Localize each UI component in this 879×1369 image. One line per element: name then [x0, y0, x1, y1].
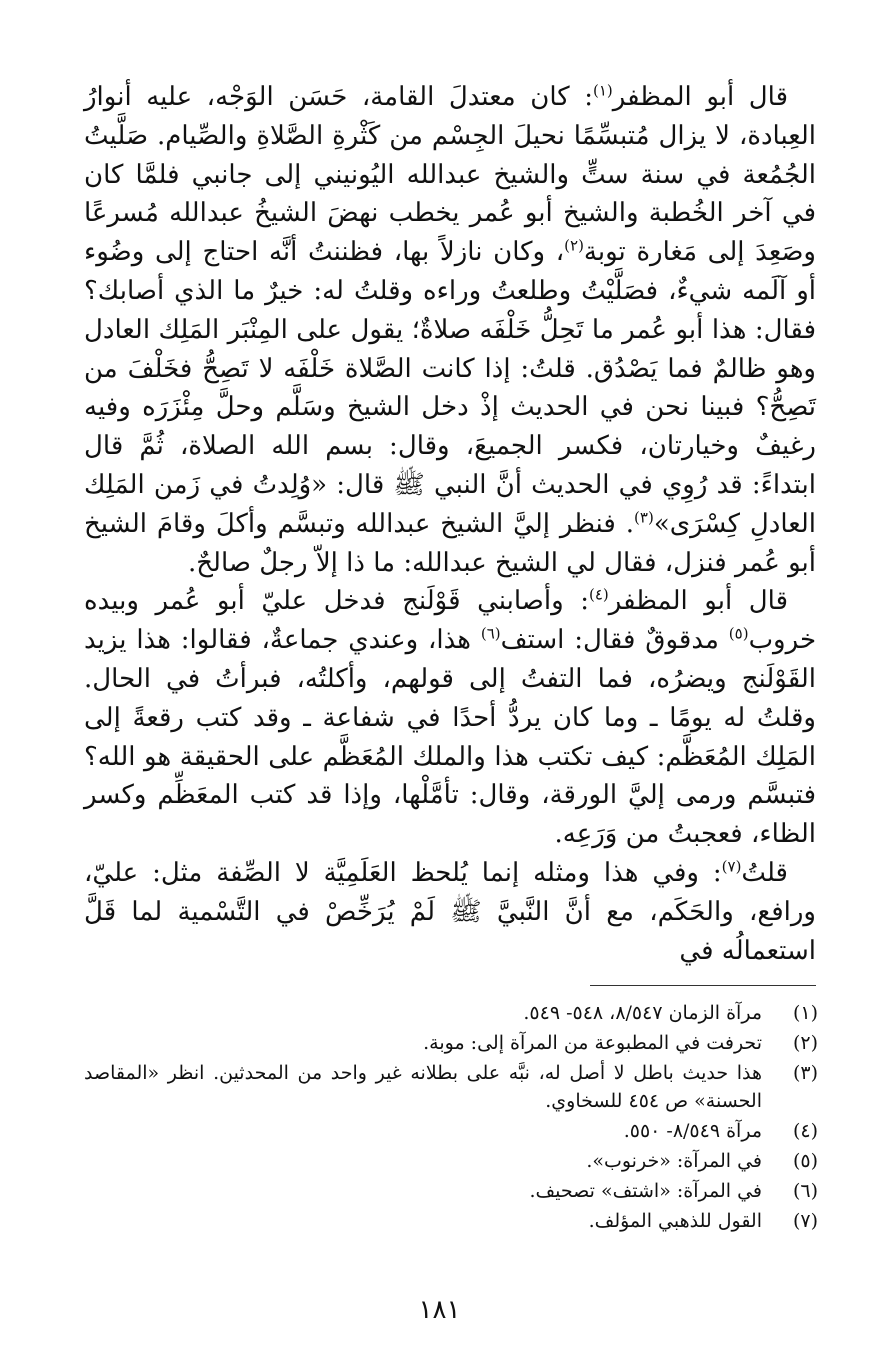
- footnote-ref-7[interactable]: (٧): [721, 857, 742, 876]
- footnote-text: القول للذهبي المؤلف.: [588, 1210, 762, 1232]
- footnote-ref-5[interactable]: (٥): [728, 624, 749, 643]
- text-span: قال أبو المظفر: [612, 82, 789, 112]
- text-span: مدقوقٌ فقال: استف: [500, 625, 729, 656]
- footnote-4: [84, 1117, 818, 1145]
- footnote-text: مرآة الزمان ٨/٥٤٧، ٥٤٨- ٥٤٩.: [523, 1002, 762, 1024]
- text-span: قلتُ: [741, 857, 788, 888]
- footnotes: [84, 999, 818, 1235]
- paragraph-3: [84, 854, 816, 970]
- footnote-number: (٥): [792, 1150, 818, 1172]
- footnote-text: هذا حديث باطل لا أصل له، نبَّه على بطلانه غير واحد من المحدثين. انظر «المقاصد الحسنة» ص ٤٥٤ للسخاوي.: [84, 1062, 762, 1112]
- text-span: : وفي هذا ومثله إنما يُلحظ العَلَمِيَّة لا الصِّفة مثل: عليّ، ورافع، والحَكَم، مع أنَّ النَّبيَّ ﷺ لَمْ يُرَخِّصْ في التَّسْمية لما قَلَّ استعمالُه في: [84, 857, 816, 966]
- footnote-ref-4[interactable]: (٤): [588, 586, 609, 605]
- footnote-ref-1[interactable]: (١): [592, 81, 613, 100]
- footnote-text: في المرآة: «خرنوب».: [586, 1150, 762, 1172]
- footnote-ref-6[interactable]: (٦): [480, 624, 501, 643]
- footnote-number: (٣): [792, 1062, 818, 1084]
- text-span: : وأصابني قَوْلَنج فدخل عليّ أبو عُمر وبيده خروب: [84, 586, 817, 656]
- text-span: : كان معتدلَ القامة، حَسَن الوَجْه، عليه أنوارُ العِبادة، لا يزال مُتبسِّمًا نحيلَ الجِسْم من كَثْرةِ الصَّلاةِ والصِّيام. صَلَّيتُ الجُمُعة في سنة ستٍّ والشيخ عبدالله اليُونيني إلى جانبي فلمَّا كان في آخر الخُطبة والشيخ أبو عُمر يخطب نهضَ الشيخُ عبدالله مُسرعًا وصَعِدَ إلى مَغارة توبة: [84, 82, 816, 268]
- footnote-ref-2[interactable]: (٢): [564, 236, 584, 255]
- footnote-text: في المرآة: «اشتف» تصحيف.: [529, 1180, 762, 1202]
- footnote-3: [84, 1059, 818, 1115]
- footnote-1: [84, 999, 818, 1027]
- footnote-2: [84, 1029, 818, 1057]
- footnote-number: (٤): [792, 1120, 818, 1142]
- footnote-ref-3[interactable]: (٣): [634, 508, 654, 527]
- footnote-number: (٧): [792, 1210, 818, 1232]
- footnote-6: [84, 1177, 818, 1205]
- footnote-5: [84, 1147, 818, 1175]
- text-span: قال أبو المظفر: [608, 586, 788, 617]
- footnote-7: [84, 1207, 818, 1235]
- paragraph-1: [84, 78, 816, 582]
- footnote-number: (٢): [792, 1032, 818, 1054]
- page-number: ١٨١: [418, 1295, 461, 1325]
- footnote-text: مرآة ٨/٥٤٩- ٥٥٠.: [623, 1120, 762, 1142]
- main-text: [84, 78, 816, 970]
- footnote-text: تحرفت في المطبوعة من المرآة إلى: موبة.: [423, 1032, 762, 1054]
- paragraph-2: [84, 582, 816, 854]
- footnote-number: (٦): [792, 1180, 818, 1202]
- text-span: . فنظر إليَّ الشيخ عبدالله وتبسَّم وأكلَ وقامَ الشيخ أبو عُمر فنزل، فقال لي الشيخ عبدالله: ما ذا إلاّ رجلٌ صالحٌ.: [84, 508, 816, 578]
- footnote-number: (١): [792, 1002, 818, 1024]
- text-span: ، وكان نازلاً بها، فظننتُ أنَّه احتاج إلى وضُوء أو آلَمه شيءٌ، فصَلَّيْتُ وطلعتُ وراءه وقلتُ له: خيرٌ ما الذي أصابك؟ فقال: هذا أبو عُمر ما تَحِلُّ خَلْفَه صلاةٌ؛ يقول على المِنْبَر المَلِك العادل وهو ظالمٌ فما يَصْدُق. قلتُ: إذا كانت الصَّلاة خَلْفَه لا تَصِحُّ فخَلْفَ من تَصِحُّ؟ فبينا نحن في الحديث إذْ دخل الشيخ وسَلَّم وحلَّ مِئْزَرَه وفيه رغيفٌ وخيارتان، فكسر الجميعَ، وقال: بسم الله الصلاة، ثُمَّ قال ابتداءً: قد رُوِي في الحديث أنَّ النبي ﷺ قال: «وُلِدتُ في زَمن المَلِك العادلِ كِسْرَى»: [84, 237, 816, 539]
- footnote-separator: [590, 985, 816, 986]
- text-span: هذا، وعندي جماعةٌ، فقالوا: هذا يزيد القَوْلَنج ويضرُه، فما التفتُ إلى قولهم، وأكلتُه، فبرأتُ في الحال. وقلتُ له يومًا ـ وما كان يردُّ أحدًا في شفاعة ـ وقد كتب رقعةً إلى المَلِك المُعَظَّم: كيف تكتب هذا والملك المُعَظَّم على الحقيقة هو الله؟ فتبسَّم ورمى إليَّ الورقة، وقال: تأمَّلْها، وإذا قد كتب المعَظِّم وكسر الظاء، فعجبتُ من وَرَعِه.: [84, 625, 816, 850]
